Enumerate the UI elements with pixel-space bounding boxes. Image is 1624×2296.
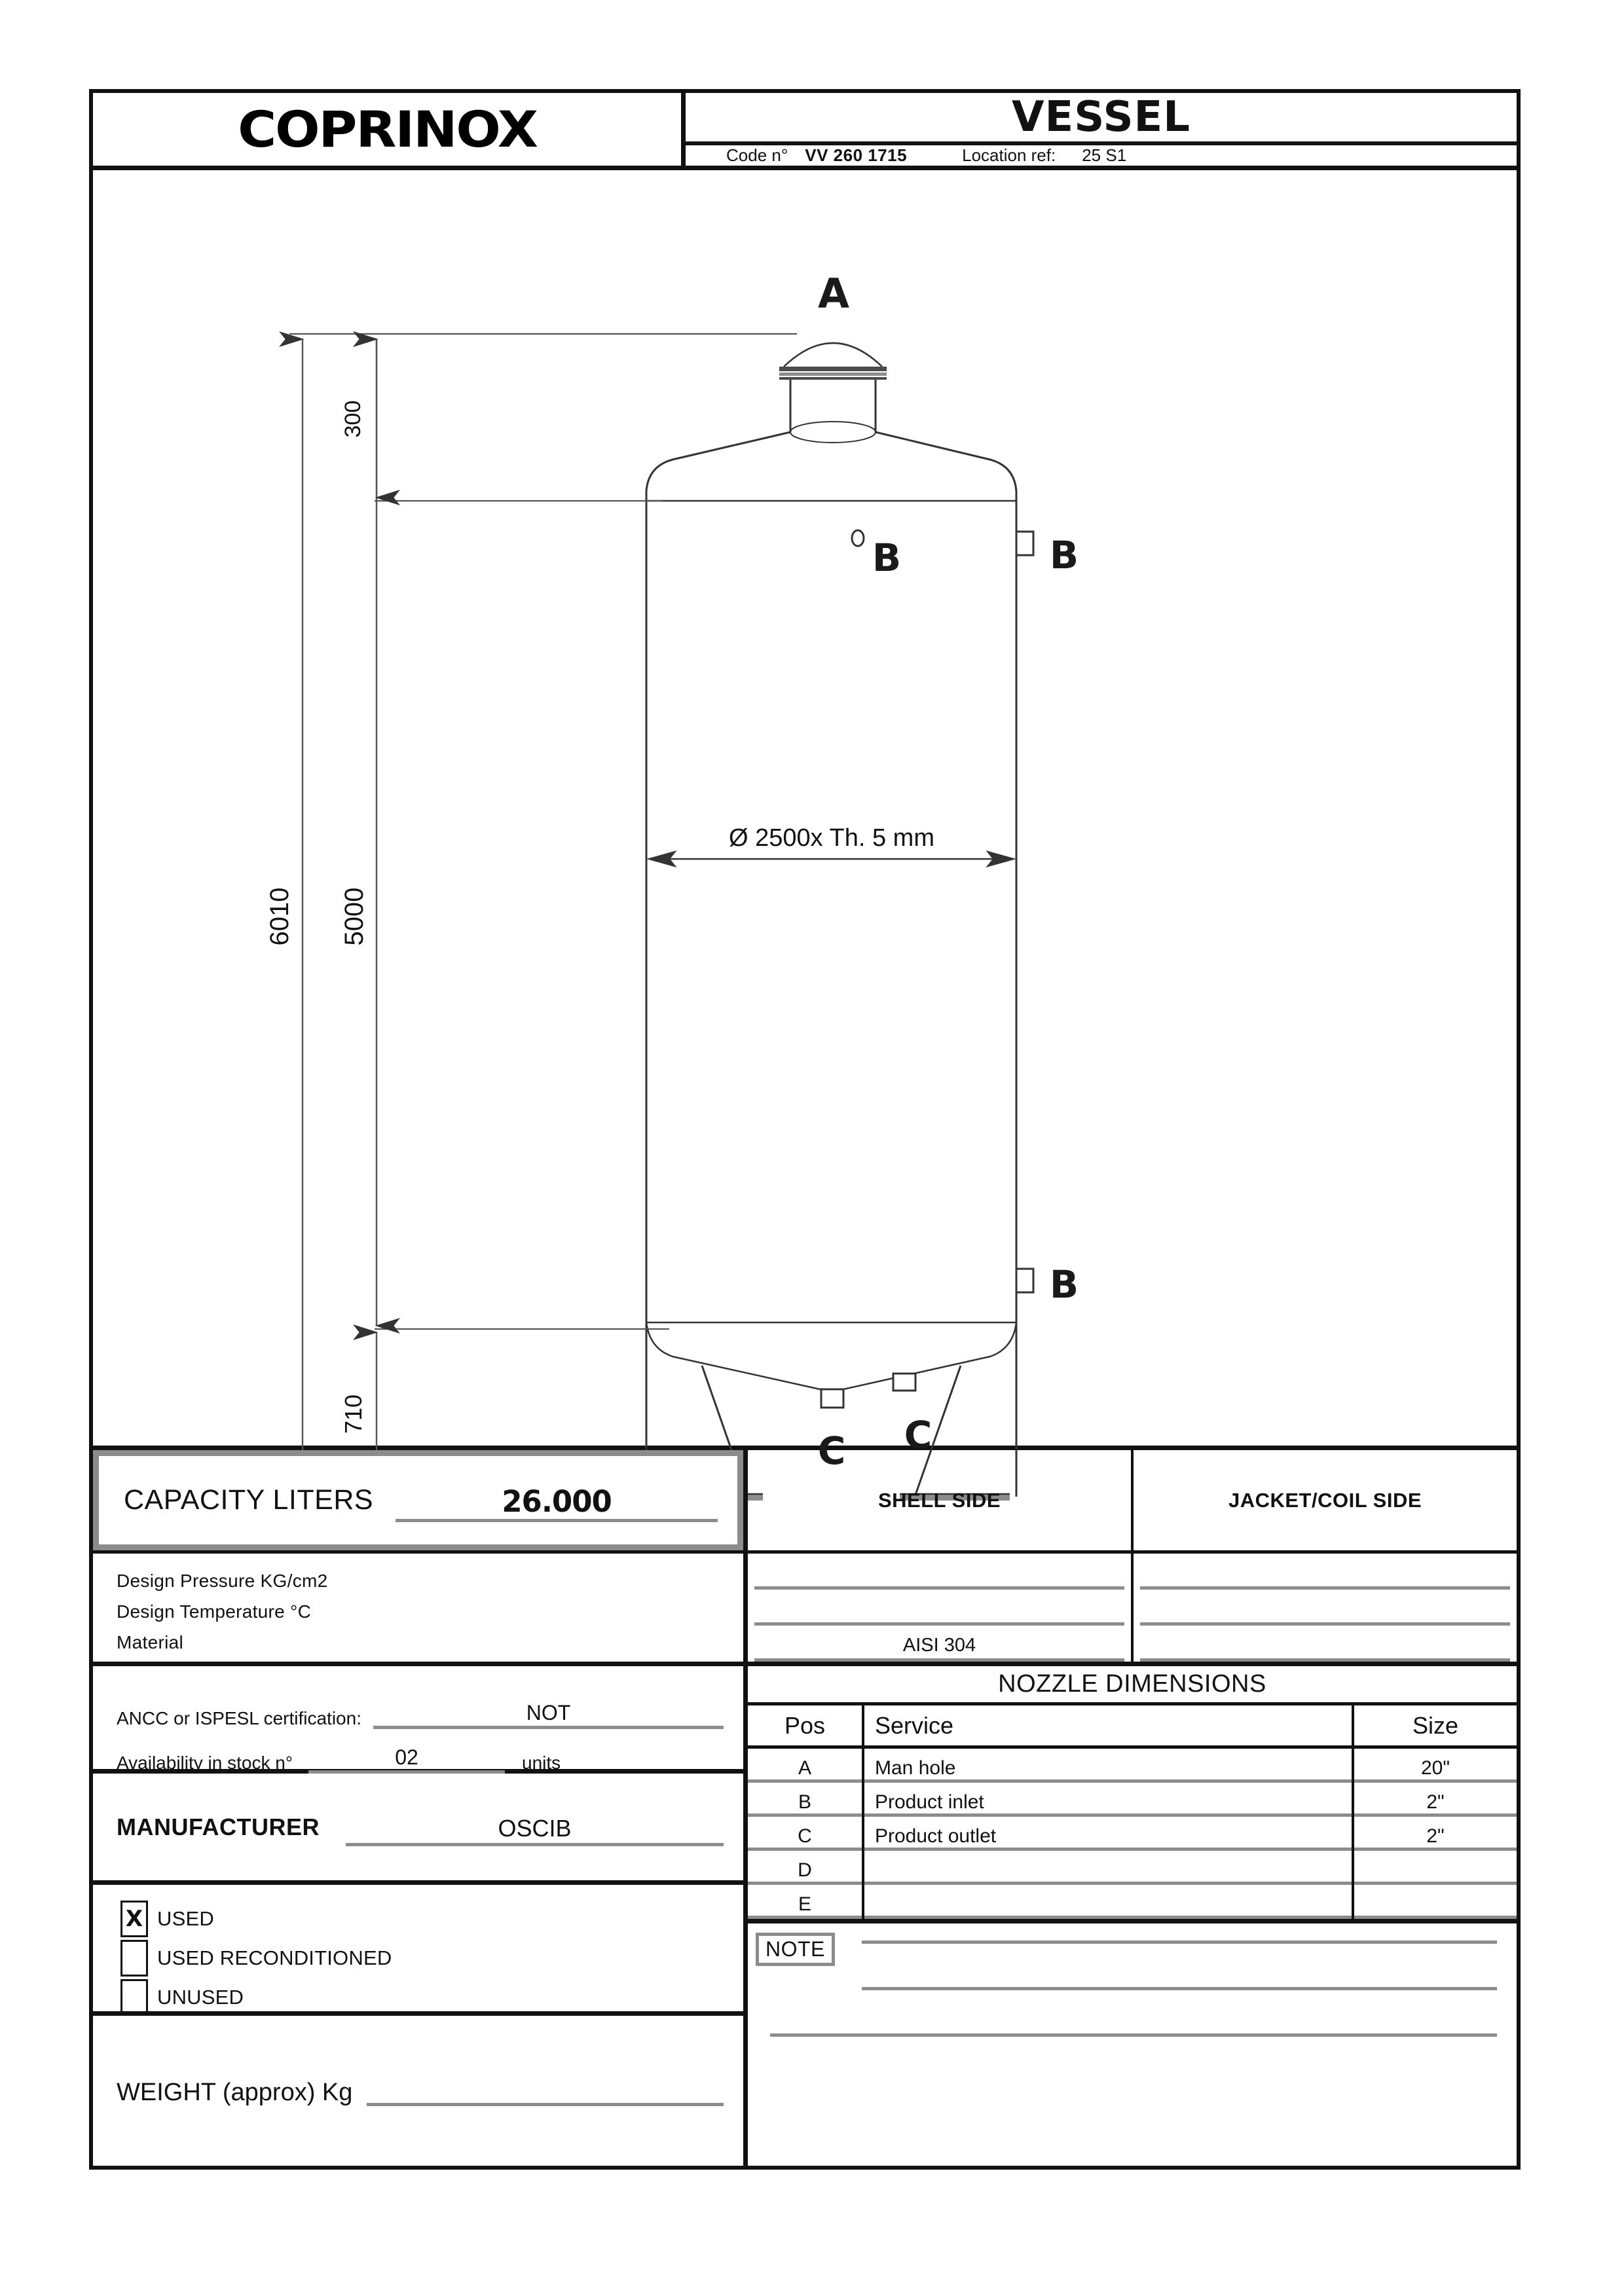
table-row[interactable] — [748, 1817, 1517, 1851]
dim-shell-height: 5000 — [340, 887, 369, 946]
shell-pressure-cell[interactable] — [754, 1554, 1124, 1590]
nozzle-service: Man hole — [875, 1757, 956, 1779]
nozzle-pos: D — [798, 1859, 812, 1881]
shell-material-cell[interactable] — [754, 1626, 1124, 1662]
nozzle-pos: A — [798, 1757, 811, 1779]
jacket-temperature-cell[interactable] — [1140, 1590, 1510, 1626]
nozzle-col-service: Service — [864, 1705, 1354, 1745]
sheet-title-text: VESSEL — [1011, 93, 1191, 141]
mark-b-right-bottom: B — [1049, 1262, 1079, 1307]
sides-values-rows — [748, 1554, 1517, 1666]
weight-field[interactable] — [367, 2080, 724, 2106]
note-line-2[interactable] — [862, 1987, 1497, 1990]
nozzle-size: 2" — [1426, 1825, 1445, 1847]
shell-material-value: AISI 304 — [902, 1635, 976, 1656]
table-row[interactable] — [748, 1783, 1517, 1817]
design-conditions-block — [93, 1554, 743, 1666]
code-label: Code n° — [726, 145, 788, 165]
company-logo — [93, 93, 686, 166]
lower-data-block — [93, 1450, 1517, 2170]
nozzle-service: Product inlet — [875, 1791, 984, 1813]
sides-header-row — [748, 1450, 1517, 1554]
shell-side-header: SHELL SIDE — [748, 1450, 1134, 1550]
jacket-side-column — [1134, 1554, 1517, 1662]
checkbox-row-used[interactable] — [120, 1899, 743, 1939]
manufacturer-block — [93, 1774, 743, 1885]
certification-value: NOT — [526, 1701, 571, 1724]
right-column — [748, 1450, 1517, 2170]
left-column — [93, 1450, 748, 2170]
shell-side-column — [748, 1554, 1134, 1662]
location-value: 25 S1 — [1082, 145, 1127, 165]
dim-leg-height: 710 — [340, 1394, 367, 1434]
weight-block — [93, 2016, 743, 2170]
nozzle-table-title: NOZZLE DIMENSIONS — [748, 1666, 1517, 1705]
stock-label: Availability in stock n° — [117, 1753, 293, 1773]
manufacturer-field[interactable] — [346, 1808, 724, 1846]
shell-temperature-cell[interactable] — [754, 1590, 1124, 1626]
certification-underline — [373, 1726, 724, 1729]
nozzle-table-header — [748, 1705, 1517, 1749]
certification-label: ANCC or ISPESL certification: — [117, 1708, 361, 1728]
nozzle-pos: C — [798, 1825, 812, 1847]
checkbox-unused-label: UNUSED — [157, 1986, 244, 2009]
code-value: VV 260 1715 — [805, 145, 908, 165]
sheet-title — [686, 93, 1517, 145]
checkbox-row-unused[interactable] — [120, 1978, 743, 2017]
title-block-header — [93, 93, 1517, 170]
note-block[interactable] — [748, 1923, 1517, 2170]
manhole-flange — [779, 367, 887, 380]
manufacturer-label: MANUFACTURER — [117, 1813, 320, 1840]
mark-c-right: C — [904, 1413, 932, 1457]
manufacturer-value: OSCIB — [498, 1814, 572, 1842]
jacket-material-cell[interactable] — [1140, 1626, 1510, 1662]
vessel-drawing-area — [93, 170, 1517, 1473]
capacity-label: CAPACITY LITERS — [124, 1484, 374, 1516]
company-logo-text: COPRINOX — [237, 100, 537, 158]
design-temperature-label: Design Temperature °C — [117, 1601, 312, 1622]
capacity-underline — [396, 1519, 718, 1522]
manufacturer-underline — [346, 1843, 724, 1846]
table-row[interactable] — [748, 1851, 1517, 1885]
checkbox-used[interactable]: X — [120, 1901, 148, 1937]
checkbox-row-used-reconditioned[interactable] — [120, 1939, 743, 1978]
checkbox-used-label: USED — [157, 1907, 214, 1930]
checkbox-unused[interactable] — [120, 1979, 148, 2016]
mark-b-shell: B — [872, 536, 902, 580]
vessel-drawing-svg — [93, 170, 1517, 1473]
nozzle-size: 2" — [1426, 1791, 1445, 1813]
nozzle-table-body — [748, 1749, 1517, 1923]
nozzle-pos: B — [798, 1791, 811, 1813]
units-label: units — [522, 1753, 561, 1773]
condition-checkbox-group — [93, 1885, 743, 2016]
dim-diameter: Ø 2500x Th. 5 mm — [729, 824, 934, 852]
note-line-1[interactable] — [862, 1941, 1497, 1944]
capacity-field[interactable] — [396, 1479, 718, 1522]
nozzle-size: 20" — [1420, 1757, 1450, 1779]
certification-block — [93, 1666, 743, 1774]
jacket-pressure-cell[interactable] — [1140, 1554, 1510, 1590]
mark-c-left: C — [817, 1429, 846, 1473]
certification-field[interactable] — [373, 1699, 724, 1729]
note-lines — [862, 1933, 1497, 2037]
dim-overall-height: 6010 — [265, 887, 294, 946]
design-pressure-label: Design Pressure KG/cm2 — [117, 1571, 328, 1591]
checkbox-used-reconditioned-label: USED RECONDITIONED — [157, 1946, 392, 1969]
note-tag — [756, 1933, 835, 1966]
table-row[interactable] — [748, 1885, 1517, 1919]
nozzle-pos: E — [798, 1893, 811, 1915]
location-label: Location ref: — [962, 145, 1056, 165]
note-label: NOTE — [759, 1936, 832, 1963]
nozzle-col-pos: Pos — [748, 1705, 864, 1745]
mark-b-right-top: B — [1049, 533, 1079, 577]
dim-top: 300 — [341, 400, 365, 438]
jacket-side-header: JACKET/COIL SIDE — [1228, 1488, 1422, 1512]
nozzle-col-size: Size — [1412, 1711, 1459, 1739]
capacity-value: 26.000 — [502, 1484, 612, 1519]
material-label: Material — [117, 1632, 183, 1652]
table-row[interactable] — [748, 1749, 1517, 1783]
capacity-block — [93, 1450, 743, 1554]
code-row — [686, 145, 1517, 166]
stock-field[interactable] — [308, 1743, 505, 1774]
weight-underline — [367, 2103, 724, 2106]
mark-a: A — [818, 270, 849, 318]
stock-value: 02 — [395, 1745, 418, 1769]
header-right — [686, 93, 1517, 166]
drawing-sheet — [89, 89, 1521, 2170]
nozzle-service: Product outlet — [875, 1825, 997, 1847]
checkbox-used-reconditioned[interactable] — [120, 1940, 148, 1977]
note-line-3[interactable] — [770, 2033, 1497, 2037]
stock-underline — [308, 1770, 505, 1774]
weight-label: WEIGHT (approx) Kg — [117, 2079, 353, 2106]
